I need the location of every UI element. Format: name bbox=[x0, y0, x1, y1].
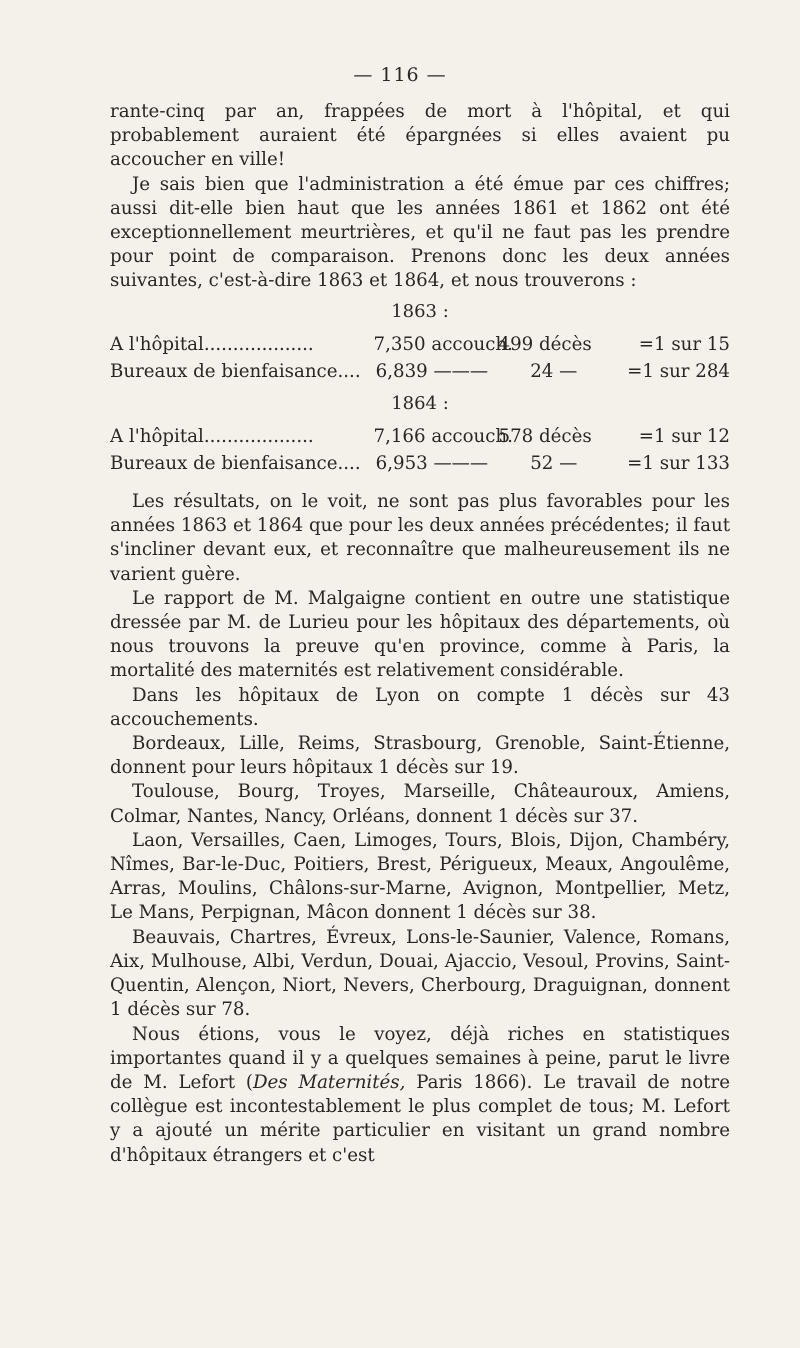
table-year: 1864 : bbox=[391, 392, 449, 414]
book-title: Des Maternités, bbox=[252, 1071, 406, 1093]
row-deaths: 52 — bbox=[530, 452, 578, 474]
row-births: 7,350 accouch. bbox=[373, 333, 513, 355]
row-ratio: =1 sur 133 bbox=[627, 452, 730, 474]
row-births: 6,839 ——— bbox=[375, 360, 489, 382]
paragraph-text: Paris 1866). Le travail de notre collègue est incontestablement le plus complet de tous; M. Lefort y a ajouté un mérite particulier en visitant un grand nombre d'hôpitaux étrangers et c'est bbox=[110, 1071, 730, 1166]
paragraph: Je sais bien que l'administration a été émue par ces chiffres; aussi dit-elle bien haut que les années 1861 et 1862 ont été exceptionnellement meurtrières, et qu'il ne faut pas les prendre pour point de comparaison. Prenons donc les deux années suivantes, c'est-à-dire 1863 et 1864, et nous trouverons : bbox=[110, 173, 730, 292]
paragraph: Les résultats, on le voit, ne sont pas plus favorables pour les années 1863 et 1864 que pour les deux années précédentes; il faut s'incliner devant eux, et reconnaître que malheureusement ils ne varient guère. bbox=[110, 491, 730, 585]
paragraph-text: Nous étions, vous le voyez, déjà riches en statistiques importantes quand il y a quelques semaines à peine, parut le livre de M. Lefort ( bbox=[110, 1023, 730, 1093]
paragraph: Dans les hôpitaux de Lyon on compte 1 décès sur 43 accouchements. bbox=[110, 684, 730, 730]
table-row bbox=[110, 330, 730, 357]
paragraph: rante-cinq par an, frappées de mort à l'hôpital, et qui probablement auraient été épargnées si elles avaient pu accoucher en ville! bbox=[110, 101, 730, 171]
page-body bbox=[110, 100, 730, 1168]
statistics-table-1863 bbox=[110, 300, 730, 384]
paragraph-lefort bbox=[110, 1023, 730, 1168]
table-row bbox=[110, 357, 730, 384]
row-births: 7,166 accouch. bbox=[373, 425, 513, 447]
row-births: 6,953 ——— bbox=[375, 452, 489, 474]
table-year: 1863 : bbox=[391, 300, 449, 322]
table-row bbox=[110, 422, 730, 449]
row-label: A l'hôpital................... bbox=[110, 333, 314, 355]
row-deaths: 24 — bbox=[530, 360, 578, 382]
paragraph: Beauvais, Chartres, Évreux, Lons-le-Saunier, Valence, Romans, Aix, Mulhouse, Albi, Verdun, Douai, Ajaccio, Vesoul, Provins, Saint-Quentin, Alençon, Niort, Nevers, Cherbourg, Draguignan, donnent 1 décès sur 78. bbox=[110, 926, 730, 1021]
paragraph: Toulouse, Bourg, Troyes, Marseille, Châteauroux, Amiens, Colmar, Nantes, Nancy, Orléans, donnent 1 décès sur 37. bbox=[110, 781, 730, 827]
row-label: Bureaux de bienfaisance.... bbox=[110, 360, 361, 382]
row-label: Bureaux de bienfaisance.... bbox=[110, 452, 361, 474]
paragraph: Le rapport de M. Malgaigne contient en outre une statistique dressée par M. de Lurieu pour les hôpitaux des départements, où nous trouvons la preuve qu'en province, comme à Paris, la mortalité des maternités est relativement considérable. bbox=[110, 587, 730, 682]
row-ratio: =1 sur 12 bbox=[638, 425, 730, 447]
table-row bbox=[110, 449, 730, 476]
paragraph: Laon, Versailles, Caen, Limoges, Tours, Blois, Dijon, Chambéry, Nîmes, Bar-le-Duc, Poitiers, Brest, Périgueux, Meaux, Angoulême, Arras, Moulins, Châlons-sur-Marne, Avignon, Montpellier, Metz, Le Mans, Perpignan, Mâcon donnent 1 décès sur 38. bbox=[110, 829, 730, 924]
row-deaths: 499 décès bbox=[498, 333, 592, 355]
row-label: A l'hôpital................... bbox=[110, 425, 314, 447]
statistics-table-1864 bbox=[110, 392, 730, 476]
row-deaths: 578 décès bbox=[498, 425, 592, 447]
row-ratio: =1 sur 284 bbox=[627, 360, 730, 382]
paragraph: Bordeaux, Lille, Reims, Strasbourg, Grenoble, Saint-Étienne, donnent pour leurs hôpitaux 1 décès sur 19. bbox=[110, 733, 730, 779]
row-ratio: =1 sur 15 bbox=[638, 333, 730, 355]
page-number: — 116 — bbox=[353, 64, 447, 86]
